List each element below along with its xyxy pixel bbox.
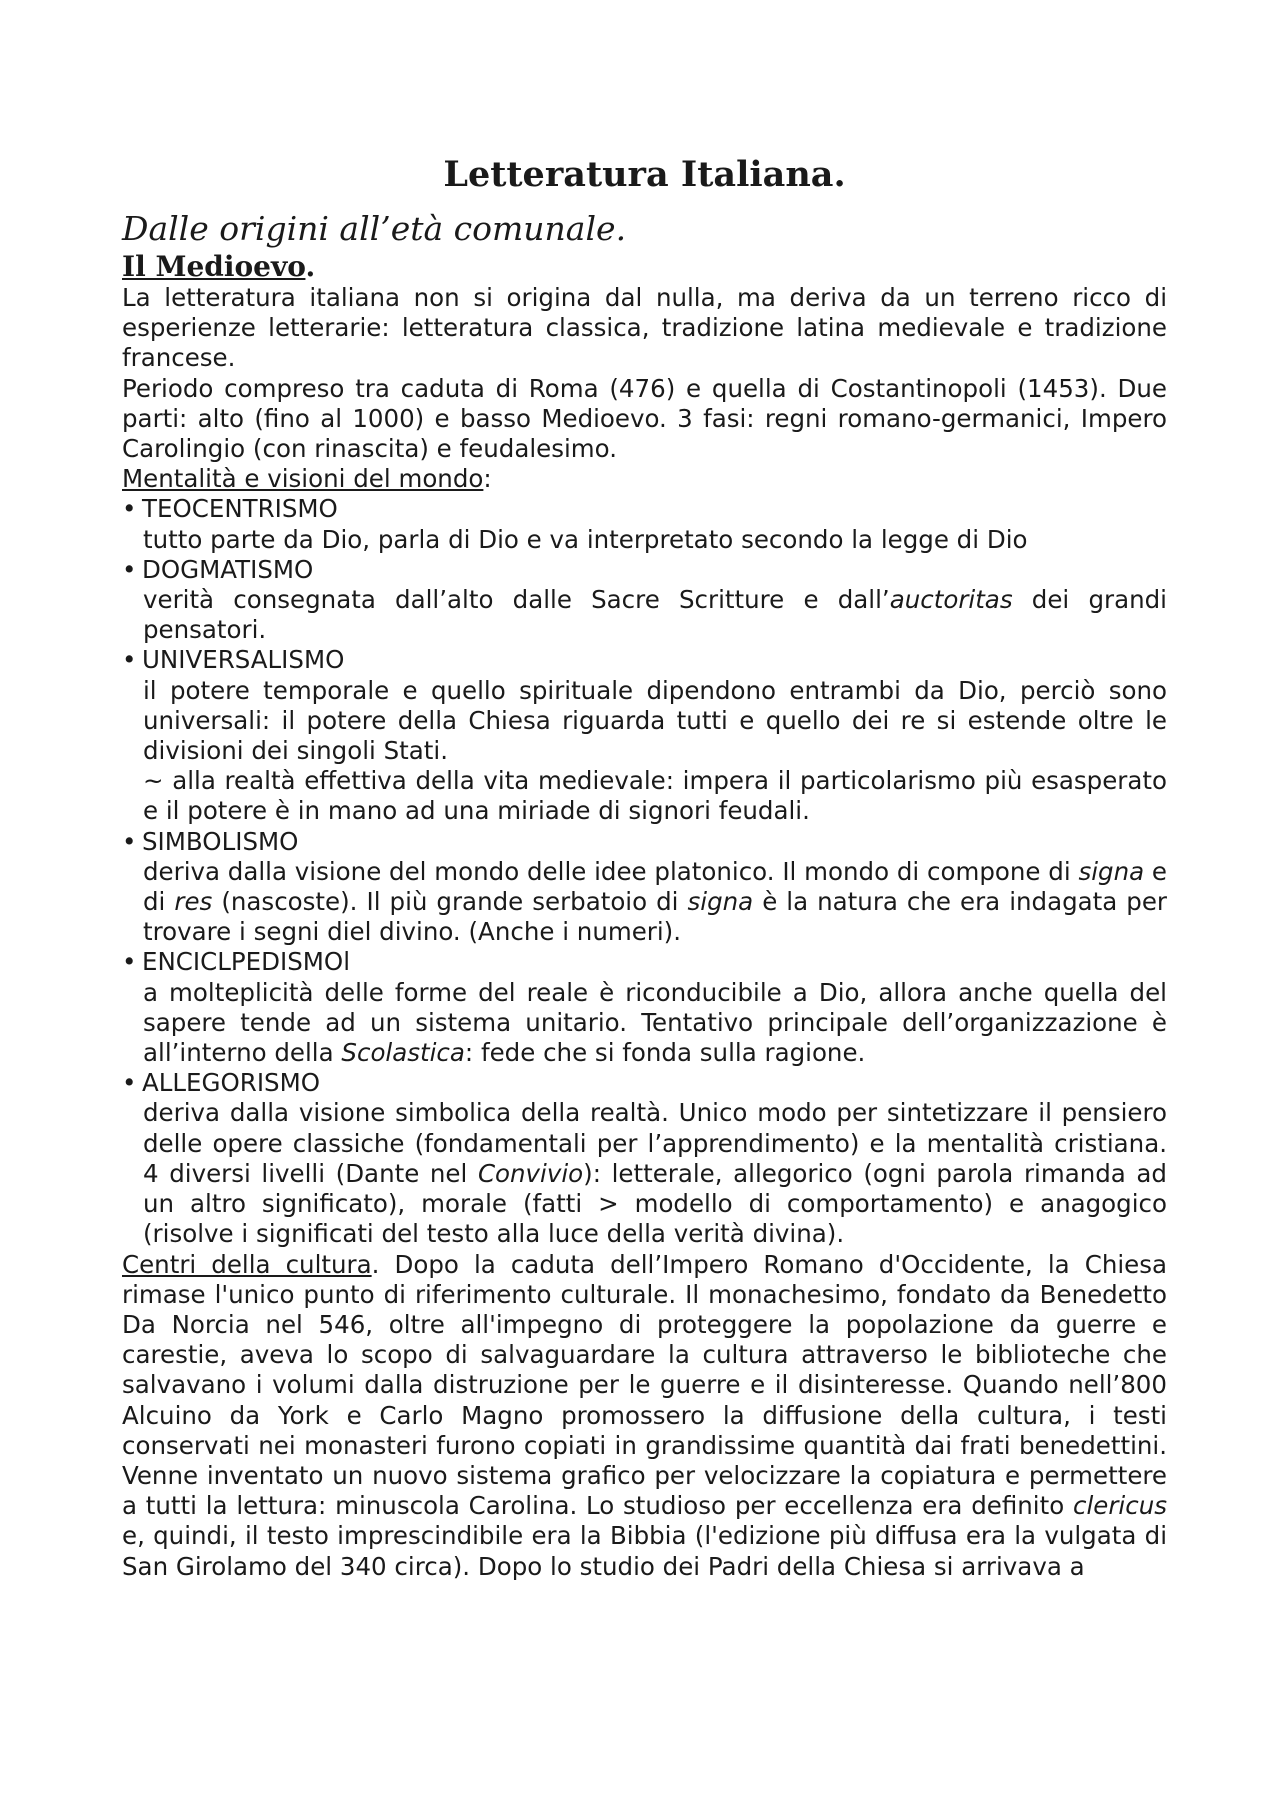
description-text: deriva dalla visione simbolica della realtà. Unico modo per sintetizzare il pensiero delle opere classiche (fondamentali per l’apprendimento) e la mentalità cristiana. 4 diversi livelli (Dante nel: [143, 1098, 1167, 1188]
centri-paragraph: [122, 1250, 1167, 1582]
mentalita-heading-suffix: :: [483, 464, 492, 494]
italic-term: auctoritas: [889, 585, 1013, 615]
italic-term: clericus: [1073, 1491, 1167, 1521]
section-heading: [122, 250, 1167, 283]
description-text: dei grandi pensatori.: [143, 585, 1167, 645]
bullet-description: [143, 525, 1167, 555]
italic-term: Convivio: [477, 1158, 584, 1188]
description-text: e di: [143, 856, 1167, 917]
list-item-dogmatismo: [122, 555, 1167, 646]
bullet-icon: •: [122, 494, 137, 524]
italic-term: Scolastica: [341, 1038, 465, 1068]
bullet-term: SIMBOLISMO: [142, 826, 299, 856]
list-item-simbolismo: [122, 827, 1167, 948]
description-text: deriva dalla visione del mondo delle idee platonico. Il mondo di compone di: [143, 856, 1079, 886]
section-heading-text: Il Medioevo: [122, 250, 306, 283]
intro-paragraph-2: Periodo compreso tra caduta di Roma (476) e quella di Costantinopoli (1453). Due parti: alto (fino al 1000) e basso Medioevo. 3 fasi: regni romano-germanici, Impero Carolingio (con rinascita) e feudalesimo.: [122, 373, 1167, 464]
description-text: verità consegnata dall’alto dalle Sacre Scritture e dall’: [143, 585, 890, 615]
bullet-description: [143, 1098, 1167, 1249]
intro-paragraph-1: La letteratura italiana non si origina dal nulla, ma deriva da un terreno ricco di esperienze letterarie: letteratura classica, tradizione latina medievale e tradizione francese.: [122, 283, 1167, 373]
list-item-universalismo: [122, 645, 1167, 826]
bullet-description: [143, 857, 1167, 948]
bullet-icon: •: [122, 1068, 137, 1098]
bullet-term: ALLEGORISMO: [142, 1068, 321, 1098]
bullet-description: [143, 978, 1167, 1069]
bullet-term: UNIVERSALISMO: [142, 645, 345, 675]
bullet-icon: •: [122, 947, 137, 977]
bullet-description: [143, 585, 1167, 645]
description-text-note: ~ alla realtà effettiva della vita medievale: impera il particolarismo più esasperato e il potere è in mano ad una miriade di signori feudali.: [143, 766, 1167, 826]
mentalita-list: [122, 494, 1167, 1249]
paragraph-text: . Dopo la caduta dell’Impero Romano d'Occidente, la Chiesa rimase l'unico punto di riferimento culturale. Il monachesimo, fondato da Benedetto Da Norcia nel 546, oltre all'impegno di proteggere la popolazione da guerre e carestie, aveva lo scopo di salvaguardare la cultura attraverso le biblioteche che salvavano i volumi dalla distruzione per le guerre e il disinteresse. Quando nell’800 Alcuino da York e Carlo Magno promossero la diffusione della cultura, i testi conservati nei monasteri furono copiati in grandissime quantità dai frati benedettini. Venne inventato un nuovo sistema grafico per velocizzare la copiatura e permettere a tutti la lettura: minuscola Carolina. Lo studioso per eccellenza era definito: [122, 1249, 1168, 1521]
bullet-description: [143, 676, 1167, 827]
description-text: : fede che si fonda sulla ragione.: [464, 1038, 866, 1068]
bullet-icon: •: [122, 554, 137, 584]
description-text: è la natura che era indagata per trovare i segni diel divino. (Anche i numeri).: [143, 887, 1167, 947]
centri-heading: Centri della cultura: [122, 1249, 372, 1279]
description-text: il potere temporale e quello spirituale dipendono entrambi da Dio, perciò sono universali: il potere della Chiesa riguarda tutti e quello dei re si estende oltre le divisioni dei singoli Stati.: [143, 675, 1167, 766]
description-text: a molteplicità delle forme del reale è riconducibile a Dio, allora anche quella del sapere tende ad un sistema unitario. Tentativo principale dell’organizzazione è all’interno della: [143, 977, 1167, 1068]
bullet-icon: •: [122, 826, 137, 856]
list-item-teocentrismo: [122, 494, 1167, 554]
mentalita-heading: [122, 464, 1167, 494]
description-text: tutto parte da Dio, parla di Dio e va interpretato secondo la legge di Dio: [143, 524, 1028, 554]
bullet-term: ENCICLPEDISMOl: [142, 947, 351, 977]
document-body: [122, 150, 1167, 1582]
bullet-term: DOGMATISMO: [142, 554, 314, 584]
document-subtitle: Dalle origini all’età comunale.: [122, 209, 627, 248]
list-item-enciclopedismo: [122, 947, 1167, 1068]
bullet-icon: •: [122, 645, 137, 675]
italic-term: res: [174, 887, 213, 917]
bullet-term: TEOCENTRISMO: [142, 494, 338, 524]
mentalita-heading-text: Mentalità e visioni del mondo: [122, 464, 484, 494]
section-heading-period: .: [305, 250, 316, 283]
paragraph-text: e, quindi, il testo imprescindibile era la Bibbia (l'edizione più diffusa era la vulgata di San Girolamo del 340 circa). Dopo lo studio dei Padri della Chiesa si arrivava a: [122, 1521, 1167, 1581]
list-item-allegorismo: [122, 1068, 1167, 1249]
italic-term: signa: [687, 887, 754, 917]
description-text: ): letterale, allegorico (ogni parola rimanda ad un altro significato), morale (fatti > modello di comportamento) e anagogico (risolve i significati del testo alla luce della verità divina).: [143, 1158, 1167, 1249]
document-title: Letteratura Italiana.: [443, 154, 846, 195]
description-text: (nascoste). Il più grande serbatoio di: [212, 887, 688, 917]
italic-term: signa: [1078, 856, 1145, 886]
